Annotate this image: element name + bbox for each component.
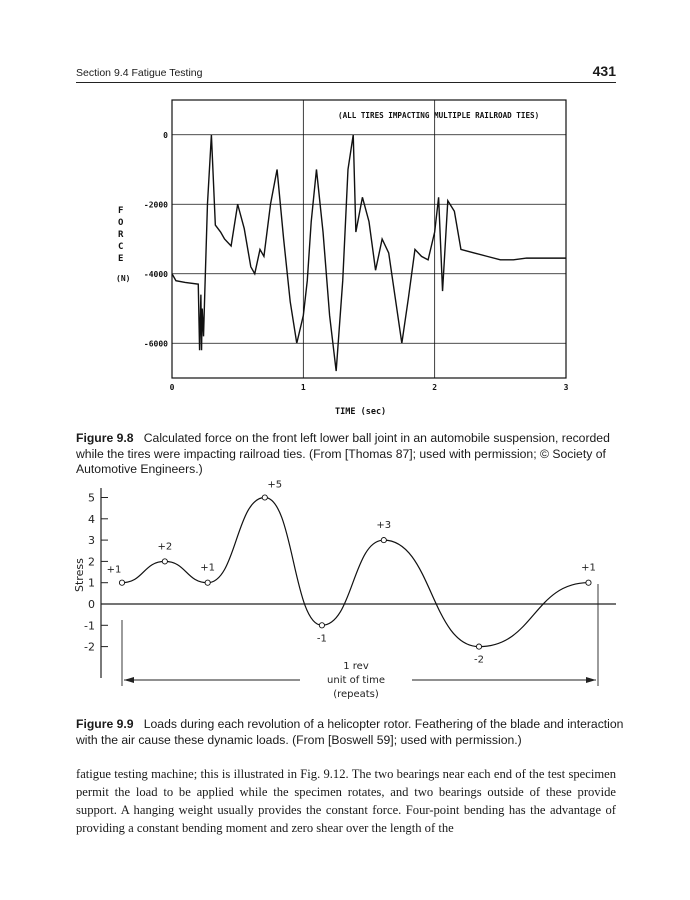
point-label: +1 [200,562,216,574]
ylabel-letter: O [118,218,124,228]
stress-axis-label: Stress [73,558,86,592]
point-label: +2 [157,541,173,553]
point-label: -1 [316,633,327,645]
ylabel-letter: R [118,230,124,240]
stress-point [119,580,124,585]
y-tick-label: 3 [88,534,95,548]
section-title: Section 9.4 Fatigue Testing [76,67,203,79]
y-tick-label: 5 [88,491,95,505]
stress-point [262,495,267,500]
y-tick-label: 0 [163,130,168,140]
span-label-repeats: (repeats) [333,689,379,700]
span-label-rev: 1 rev [343,661,369,672]
point-label: +1 [106,564,122,576]
point-label: -2 [474,654,484,666]
stress-point [476,644,481,649]
ylabel-letter: E [118,254,124,264]
y-tick-label: 0 [88,598,95,611]
ylabel-letter: F [118,206,124,216]
x-tick-label: 1 [300,383,306,392]
caption-text: Calculated force on the front left lower ball joint in an automobile suspension, recorded while the tires were impacting railroad ties. (From [Thomas 87]; used with permission; © Society of Automotive Engineers.) [76,431,610,476]
figure-9-9-caption [76,717,624,748]
x-tick-label: 0 [169,383,175,392]
point-label: +1 [581,562,596,574]
y-tick-label: 4 [88,512,95,526]
y-tick-label: 2 [88,555,95,569]
ylabel-letter: C [118,242,124,252]
caption-label: Figure 9.8 [76,431,134,445]
point-label: +5 [267,479,283,491]
x-tick-label: 3 [563,383,569,392]
y-unit-label: (N) [116,274,131,283]
stress-point [162,559,167,564]
arrowhead-right [586,677,596,683]
y-tick-label: 1 [88,576,95,590]
span-label-unit: unit of time [327,675,385,686]
point-label: +3 [376,520,392,532]
caption-label: Figure 9.9 [76,717,134,731]
stress-point [381,538,386,543]
stress-point [319,623,324,628]
x-axis-label: TIME (sec) [335,407,387,417]
stress-point [586,580,591,585]
stress-curve [122,498,588,647]
x-tick-label: 2 [432,383,438,392]
y-tick-label: -4000 [143,269,168,279]
y-tick-label: -2000 [143,200,168,210]
body-paragraph: fatigue testing machine; this is illustrated in Fig. 9.12. The two bearings near each end of the test specimen permit the load to be applied while the specimen rotates, and two bearings outside of these provide support. A hanging weight usually provides the constant force. Four-point bending has the advantage of providing a constant bending moment and zero shear over the length of the [76,767,616,835]
caption-text: Loads during each revolution of a helicopter rotor. Feathering of the blade and interaction with the air cause these dynamic loads. (From [Boswell 59]; used with permission.) [76,717,624,747]
stress-point [205,580,210,585]
y-tick-label: -2 [84,640,95,654]
chart-annotation: (ALL TIRES IMPACTING MULTIPLE RAILROAD TIES) [338,111,540,120]
y-tick-label: -1 [84,619,95,633]
page-number: 431 [592,63,616,79]
y-tick-label: -6000 [143,339,168,349]
arrowhead-left [124,677,134,683]
